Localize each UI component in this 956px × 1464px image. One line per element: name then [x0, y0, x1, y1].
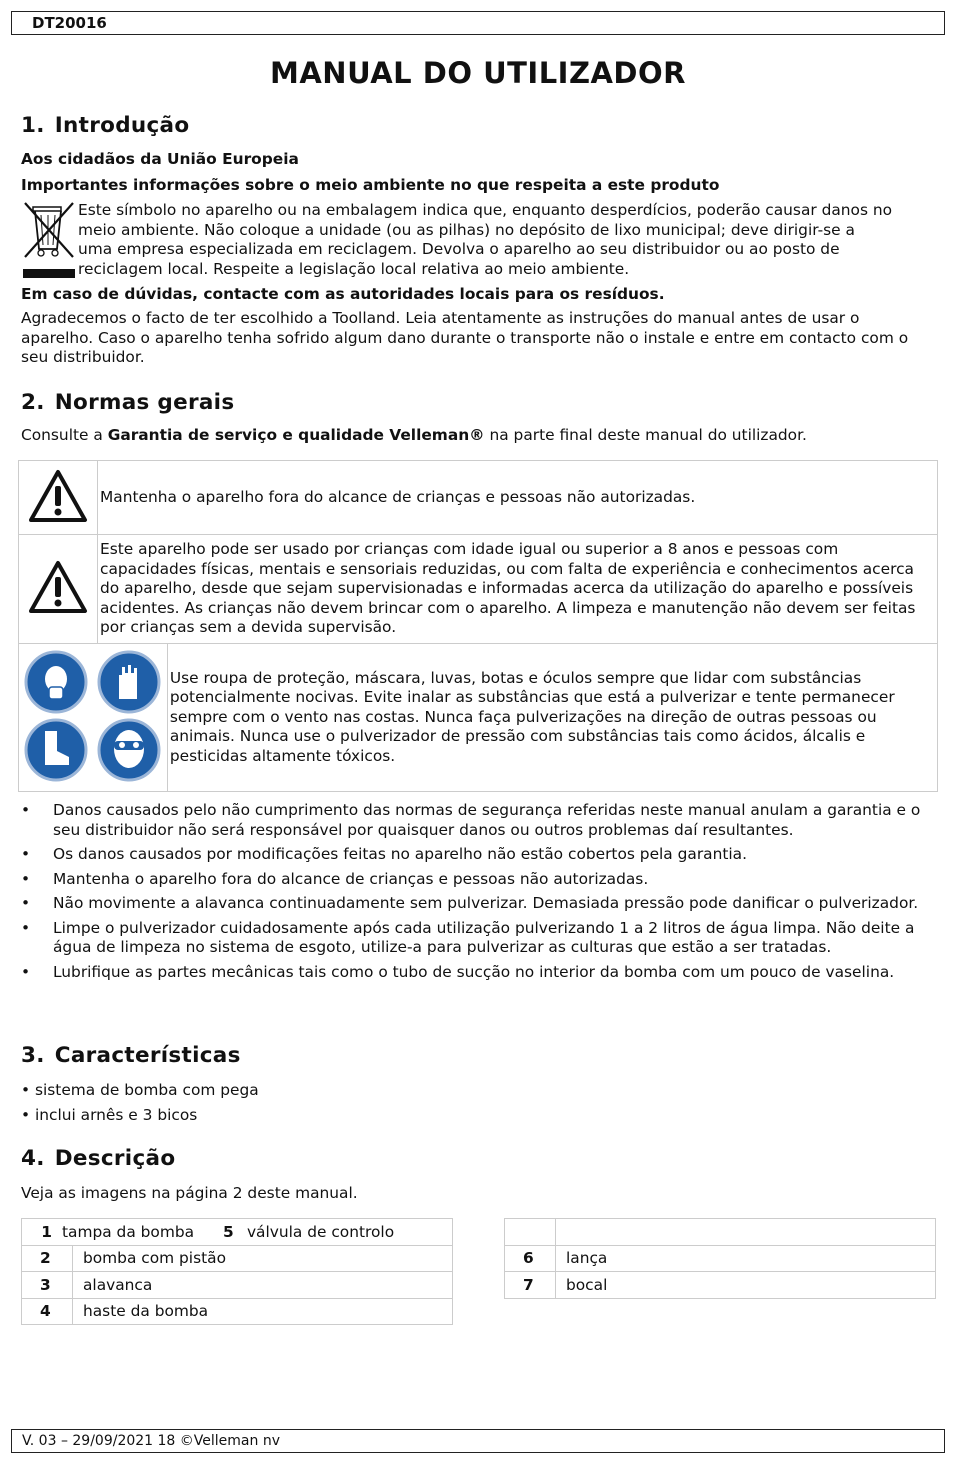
- description-text: Veja as imagens na página 2 deste manual.: [21, 1184, 358, 1202]
- list-item: • inclui arnês e 3 bicos: [21, 1106, 198, 1124]
- safety-row: Este aparelho pode ser usado por crianças com idade igual ou superior a 8 anos e pessoas com capacidades físicas, mentais e sensoriais reduzidas, ou com falta de experiência e conhecimentos acerca do aparelho, desde que sejam supervisionadas e informadas acerca da utilização do aparelho e possíveis acidentes. As crianças não devem brincar com o aparelho. A limpeza e manutenção não devem ser feitas por crianças sem a devida supervisão.: [19, 535, 938, 644]
- page-footer: [11, 1429, 945, 1453]
- page-title: MANUAL DO UTILIZADOR: [270, 56, 686, 90]
- thanks-paragraph: Agradecemos o facto de ter escolhido a Toolland. Leia atentamente as instruções do manual antes de usar o aparelho. Caso o aparelho tenha sofrido algum dano durante o transporte não o instale e entre em contacto com o seu distribuidor.: [21, 309, 909, 366]
- features-list: [21, 1078, 259, 1128]
- warning-triangle-icon: [27, 468, 89, 524]
- boots-icon: [26, 720, 86, 780]
- product-code: DT20016: [32, 14, 107, 32]
- consult-warranty: Consulte a Garantia de serviço e qualidade Velleman® na parte final deste manual do utilizador.: [21, 426, 807, 444]
- footer-text: V. 03 – 29/09/2021 18 ©Velleman nv: [22, 1433, 280, 1449]
- section-description-heading: 4. Descrição: [21, 1146, 176, 1171]
- list-item: • Limpe o pulverizador cuidadosamente após cada utilização pulverizando 1 a 2 litros de água limpa. Não deite a água de limpeza no sistema de esgoto, utilize-a para pulverizar as culturas que estão a ser tratadas.: [21, 919, 936, 958]
- safety-row: Mantenha o aparelho fora do alcance de crianças e pessoas não autorizadas.: [19, 461, 938, 535]
- safety-row: Use roupa de proteção, máscara, luvas, botas e óculos sempre que lidar com substâncias potencialmente nocivas. Evite inalar as substâncias que está a pulverizar e tente permanecer sempre com o vento nas costas. Nunca faça pulverizações na direção de outras pessoas ou animais. Nunca use o pulverizador de pressão com substâncias tais como ácidos, álcalis e pesticidas altamente tóxicos.: [19, 644, 938, 792]
- section-features-heading: 3. Características: [21, 1043, 241, 1068]
- list-item: • Lubrifique as partes mecânicas tais como o tubo de sucção no interior da bomba com um pouco de vaselina.: [21, 963, 936, 983]
- safety-table: [18, 460, 938, 792]
- env-heading: Importantes informações sobre o meio ambiente no que respeita a este produto: [21, 176, 720, 194]
- weee-crossed-bin-icon: [21, 199, 77, 281]
- warning-triangle-icon: [27, 559, 89, 615]
- face-mask-icon: [26, 652, 86, 712]
- table-row: 7 bocal: [505, 1272, 936, 1299]
- list-item: • sistema de bomba com pega: [21, 1081, 259, 1099]
- table-row: 2 bomba com pistão: [22, 1245, 453, 1272]
- general-rules-list: [21, 801, 936, 987]
- contact-authorities: Em caso de dúvidas, contacte com as autoridades locais para os resíduos.: [21, 285, 665, 303]
- table-row: 4 haste da bomba: [22, 1298, 453, 1325]
- section-general-heading: 2. Normas gerais: [21, 390, 235, 415]
- gloves-icon: [99, 652, 159, 712]
- weee-notice: Este símbolo no aparelho ou na embalagem indica que, enquanto desperdícios, poderão causar danos no meio ambiente. Não coloque a unidade (ou as pilhas) no depósito de lixo municipal; deve dirigir-se a uma empresa especializada em reciclagem. Devolva o aparelho ao seu distribuidor ou ao posto de reciclagem local. Respeite a legislação local relativa ao meio ambiente.: [78, 201, 893, 278]
- table-row: 3 alavanca: [22, 1272, 453, 1299]
- ppe-icons-group: [23, 649, 163, 783]
- page-header: [11, 11, 945, 35]
- section-intro-heading: 1. Introdução: [21, 113, 190, 138]
- list-item: • Os danos causados por modificações feitas no aparelho não estão cobertos pela garantia.: [21, 845, 936, 865]
- list-item: • Mantenha o aparelho fora do alcance de crianças e pessoas não autorizadas.: [21, 870, 936, 890]
- goggles-icon: [99, 720, 159, 780]
- list-item: • Danos causados pelo não cumprimento das normas de segurança referidas neste manual anulam a garantia e o seu distribuidor não será responsável por quaisquer danos ou outros problemas daí resultantes.: [21, 801, 936, 840]
- parts-table-left: [21, 1218, 453, 1325]
- table-row: 1 tampa da bomba 5 válvula de controlo: [22, 1219, 453, 1246]
- eu-heading: Aos cidadãos da União Europeia: [21, 150, 299, 168]
- table-row: 6 lança: [505, 1245, 936, 1272]
- table-row: [505, 1219, 936, 1246]
- parts-table-right: [504, 1218, 936, 1299]
- list-item: • Não movimente a alavanca continuadamente sem pulverizar. Demasiada pressão pode danificar o pulverizador.: [21, 894, 936, 914]
